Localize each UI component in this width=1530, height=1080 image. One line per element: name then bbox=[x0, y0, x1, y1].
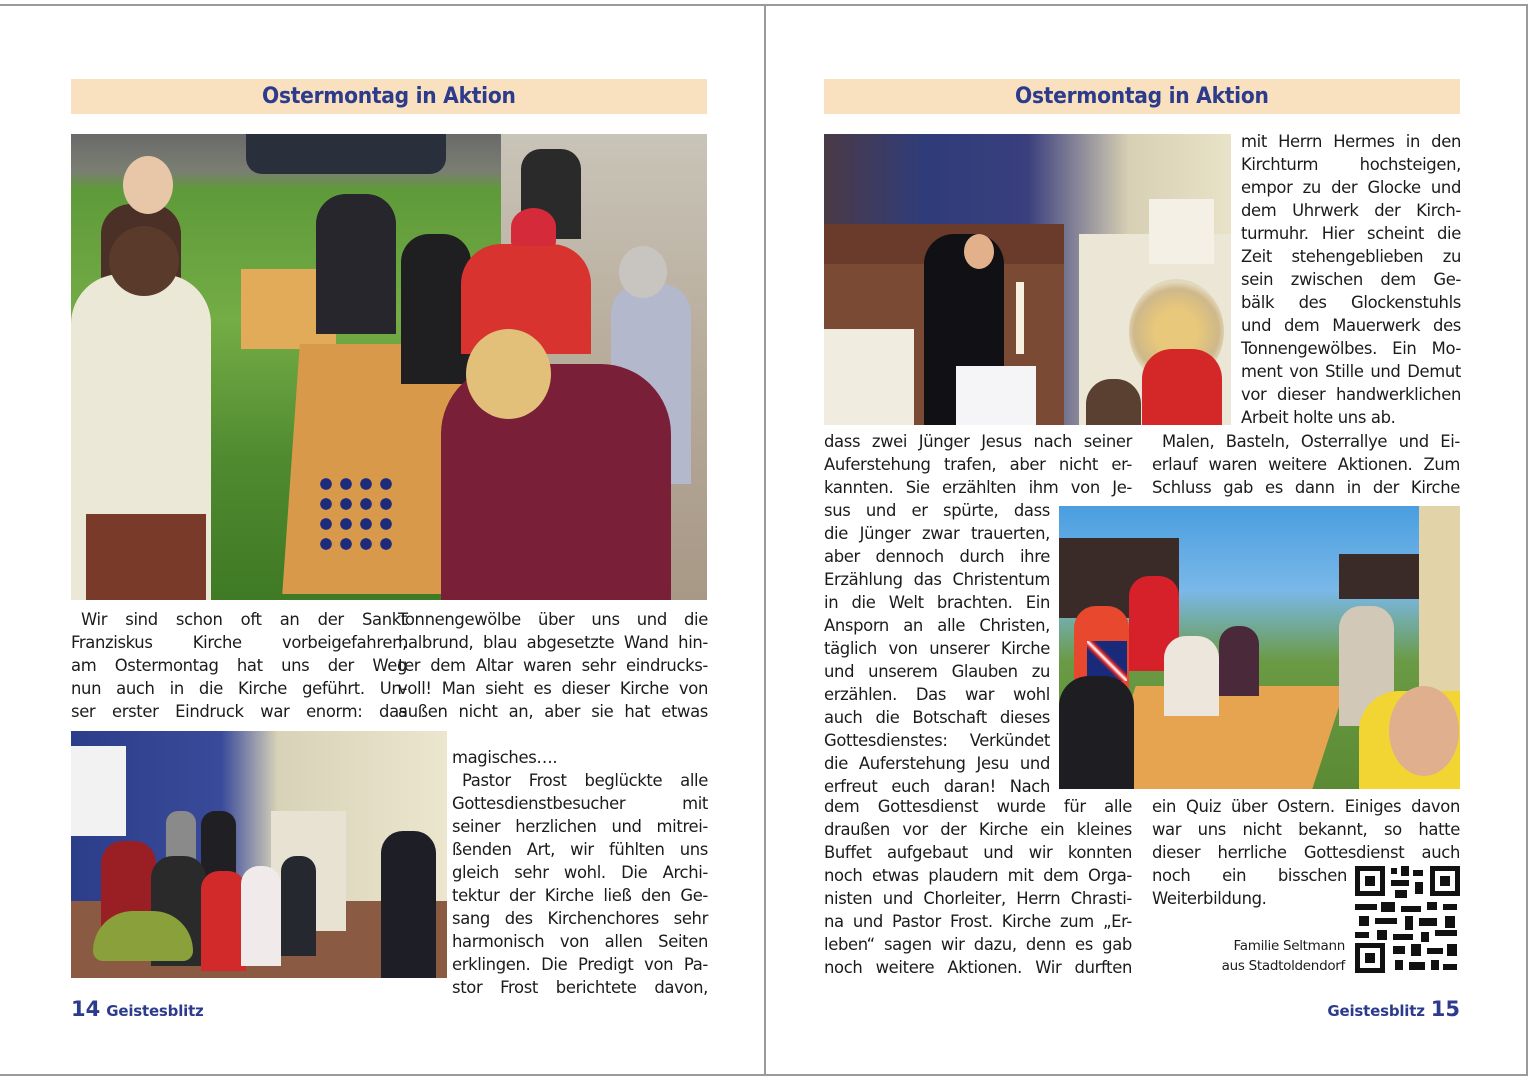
text-line: stor Frost berichtete davon, bbox=[452, 978, 708, 997]
text-line: bälk des Glockenstuhls bbox=[1241, 293, 1461, 312]
text-line: empor zu der Glocke und bbox=[1241, 178, 1461, 197]
text-line: Zeit stehengeblieben zu bbox=[1241, 247, 1461, 266]
photo-church-choir bbox=[71, 731, 447, 978]
text-line: Buffet aufgebaut und wir konnten bbox=[824, 843, 1132, 862]
text-line: sang des Kirchenchores sehr bbox=[452, 909, 708, 928]
text-line: dem Uhrwerk der Kirch- bbox=[1241, 201, 1461, 220]
text-line: außen nicht an, aber sie hat etwas bbox=[398, 702, 708, 721]
text-line: erklingen. Die Predigt von Pa- bbox=[452, 955, 708, 974]
text-line: Gottesdienstbesucher mit bbox=[452, 794, 708, 813]
text-line: am Ostermontag hat uns der Weg bbox=[71, 656, 407, 675]
article-signature bbox=[1170, 936, 1345, 976]
left-column-text-b bbox=[398, 608, 708, 723]
text-line: vor dieser handwerklichen bbox=[1241, 385, 1461, 404]
right-page-title-band bbox=[824, 79, 1460, 114]
text-line: die Auferstehung Jesu und bbox=[824, 754, 1050, 773]
right-column-text-bottom bbox=[824, 795, 1132, 979]
text-line: kannten. Sie erzählten ihm von Je- bbox=[824, 478, 1132, 497]
text-line: Malen, Basteln, Osterrallye und Ei- bbox=[1162, 432, 1460, 451]
qr-code-icon bbox=[1355, 866, 1460, 973]
text-line: tektur der Kirche ließ den Ge- bbox=[452, 886, 708, 905]
text-line: noch weitere Aktionen. Wir durften bbox=[824, 958, 1132, 977]
left-page-title-band bbox=[71, 79, 707, 114]
text-line: und dem Mauerwerk des bbox=[1241, 316, 1461, 335]
publication-name: Geistesblitz bbox=[106, 1002, 204, 1020]
right-column-text-r3 bbox=[1152, 864, 1347, 910]
text-line: erlauf waren weitere Aktionen. Zum bbox=[1152, 455, 1460, 474]
text-line: täglich von unserer Kirche bbox=[824, 639, 1050, 658]
text-line: halbrund, blau abgesetzte Wand hin- bbox=[398, 633, 708, 652]
photo-outdoor-buffet bbox=[71, 134, 707, 600]
text-line: Ansporn an alle Christen, bbox=[824, 616, 1050, 635]
page-spine-divider bbox=[764, 4, 766, 1076]
text-line: Tonnengewölbe über uns und die bbox=[398, 610, 708, 629]
right-column-text-r1 bbox=[1152, 430, 1460, 499]
left-column-text-a bbox=[71, 608, 407, 723]
text-line: noch ein bisschen bbox=[1152, 866, 1347, 885]
right-column-text-r2 bbox=[1152, 795, 1460, 864]
text-line: ter dem Altar waren sehr eindrucks- bbox=[398, 656, 708, 675]
text-line: Gottesdienstes: Verkündet bbox=[824, 731, 1050, 750]
text-line: na und Pastor Frost. Kirche zum „Er- bbox=[824, 912, 1132, 931]
left-page-footer bbox=[71, 997, 204, 1021]
text-line: die Jünger zwar trauerten, bbox=[824, 524, 1050, 543]
photo-churchyard-gathering bbox=[1059, 506, 1460, 789]
page-number: 14 bbox=[71, 997, 101, 1021]
left-column-text-c bbox=[452, 746, 708, 999]
text-line: Tonnengewölbes. Ein Mo- bbox=[1241, 339, 1461, 358]
text-line: draußen vor der Kirche ein kleines bbox=[824, 820, 1132, 839]
text-line: und unserem Glauben zu bbox=[824, 662, 1050, 681]
text-line: auch die Botschaft dieses bbox=[824, 708, 1050, 727]
right-column-text-mid bbox=[824, 430, 1132, 499]
right-page-footer bbox=[1327, 997, 1460, 1021]
text-line: Wir sind schon oft an der Sankt bbox=[81, 610, 407, 629]
text-line: ment von Stille und Demut bbox=[1241, 362, 1461, 381]
text-line: dass zwei Jünger Jesus nach seiner bbox=[824, 432, 1132, 451]
text-line: dieser herrliche Gottesdienst auch bbox=[1152, 843, 1460, 862]
right-page-title: Ostermontag in Aktion bbox=[1015, 84, 1269, 109]
text-line: nisten und Chorleiter, Herrn Chrasti- bbox=[824, 889, 1132, 908]
text-line: seiner herzlichen und mitrei- bbox=[452, 817, 708, 836]
signature-line-name: Familie Seltmann bbox=[1233, 938, 1345, 954]
text-line: nun auch in die Kirche geführt. Un- bbox=[71, 679, 407, 698]
text-line: war uns nicht bekannt, so hatte bbox=[1152, 820, 1460, 839]
photo-pastor-at-altar bbox=[824, 134, 1231, 425]
text-line: magisches…. bbox=[452, 748, 558, 767]
page-number: 15 bbox=[1430, 997, 1460, 1021]
text-line: noch etwas plaudern mit dem Orga- bbox=[824, 866, 1132, 885]
right-column-text-wrap bbox=[824, 499, 1050, 798]
text-line: Auferstehung trafen, aber nicht er- bbox=[824, 455, 1132, 474]
text-line: sein zwischen dem Ge- bbox=[1241, 270, 1461, 289]
text-line: dem Gottesdienst wurde für alle bbox=[824, 797, 1132, 816]
text-line: Weiterbildung. bbox=[1152, 889, 1267, 908]
signature-line-place: aus Stadtoldendorf bbox=[1221, 958, 1345, 974]
publication-name: Geistesblitz bbox=[1327, 1002, 1425, 1020]
text-line: gleich sehr wohl. Die Archi- bbox=[452, 863, 708, 882]
text-line: Arbeit holte uns ab. bbox=[1241, 408, 1396, 427]
text-line: aber dennoch durch ihre bbox=[824, 547, 1050, 566]
text-line: Kirchturm hochsteigen, bbox=[1241, 155, 1461, 174]
text-line: Schluss gab es dann in der Kirche bbox=[1152, 478, 1460, 497]
text-line: Erzählung das Christentum bbox=[824, 570, 1050, 589]
text-line: Franziskus Kirche vorbeigefahren, bbox=[71, 633, 407, 652]
text-line: sus und er spürte, dass bbox=[824, 501, 1050, 520]
left-page-title: Ostermontag in Aktion bbox=[262, 84, 516, 109]
text-line: Pastor Frost beglückte alle bbox=[462, 771, 708, 790]
text-line: harmonisch von allen Seiten bbox=[452, 932, 708, 951]
text-line: ser erster Eindruck war enorm: das bbox=[71, 702, 407, 721]
text-line: leben“ sagen wir dazu, denn es gab bbox=[824, 935, 1132, 954]
text-line: erfreut euch daran! Nach bbox=[824, 777, 1050, 796]
text-line: in die Welt brachten. Ein bbox=[824, 593, 1050, 612]
text-line: turmuhr. Hier scheint die bbox=[1241, 224, 1461, 243]
text-line: voll! Man sieht es dieser Kirche von bbox=[398, 679, 708, 698]
right-column-text-top bbox=[1241, 130, 1461, 429]
text-line: ßenden Art, wir fühlten uns bbox=[452, 840, 708, 859]
text-line: erzählen. Das war wohl bbox=[824, 685, 1050, 704]
text-line: mit Herrn Hermes in den bbox=[1241, 132, 1461, 151]
text-line: ein Quiz über Ostern. Einiges davon bbox=[1152, 797, 1460, 816]
